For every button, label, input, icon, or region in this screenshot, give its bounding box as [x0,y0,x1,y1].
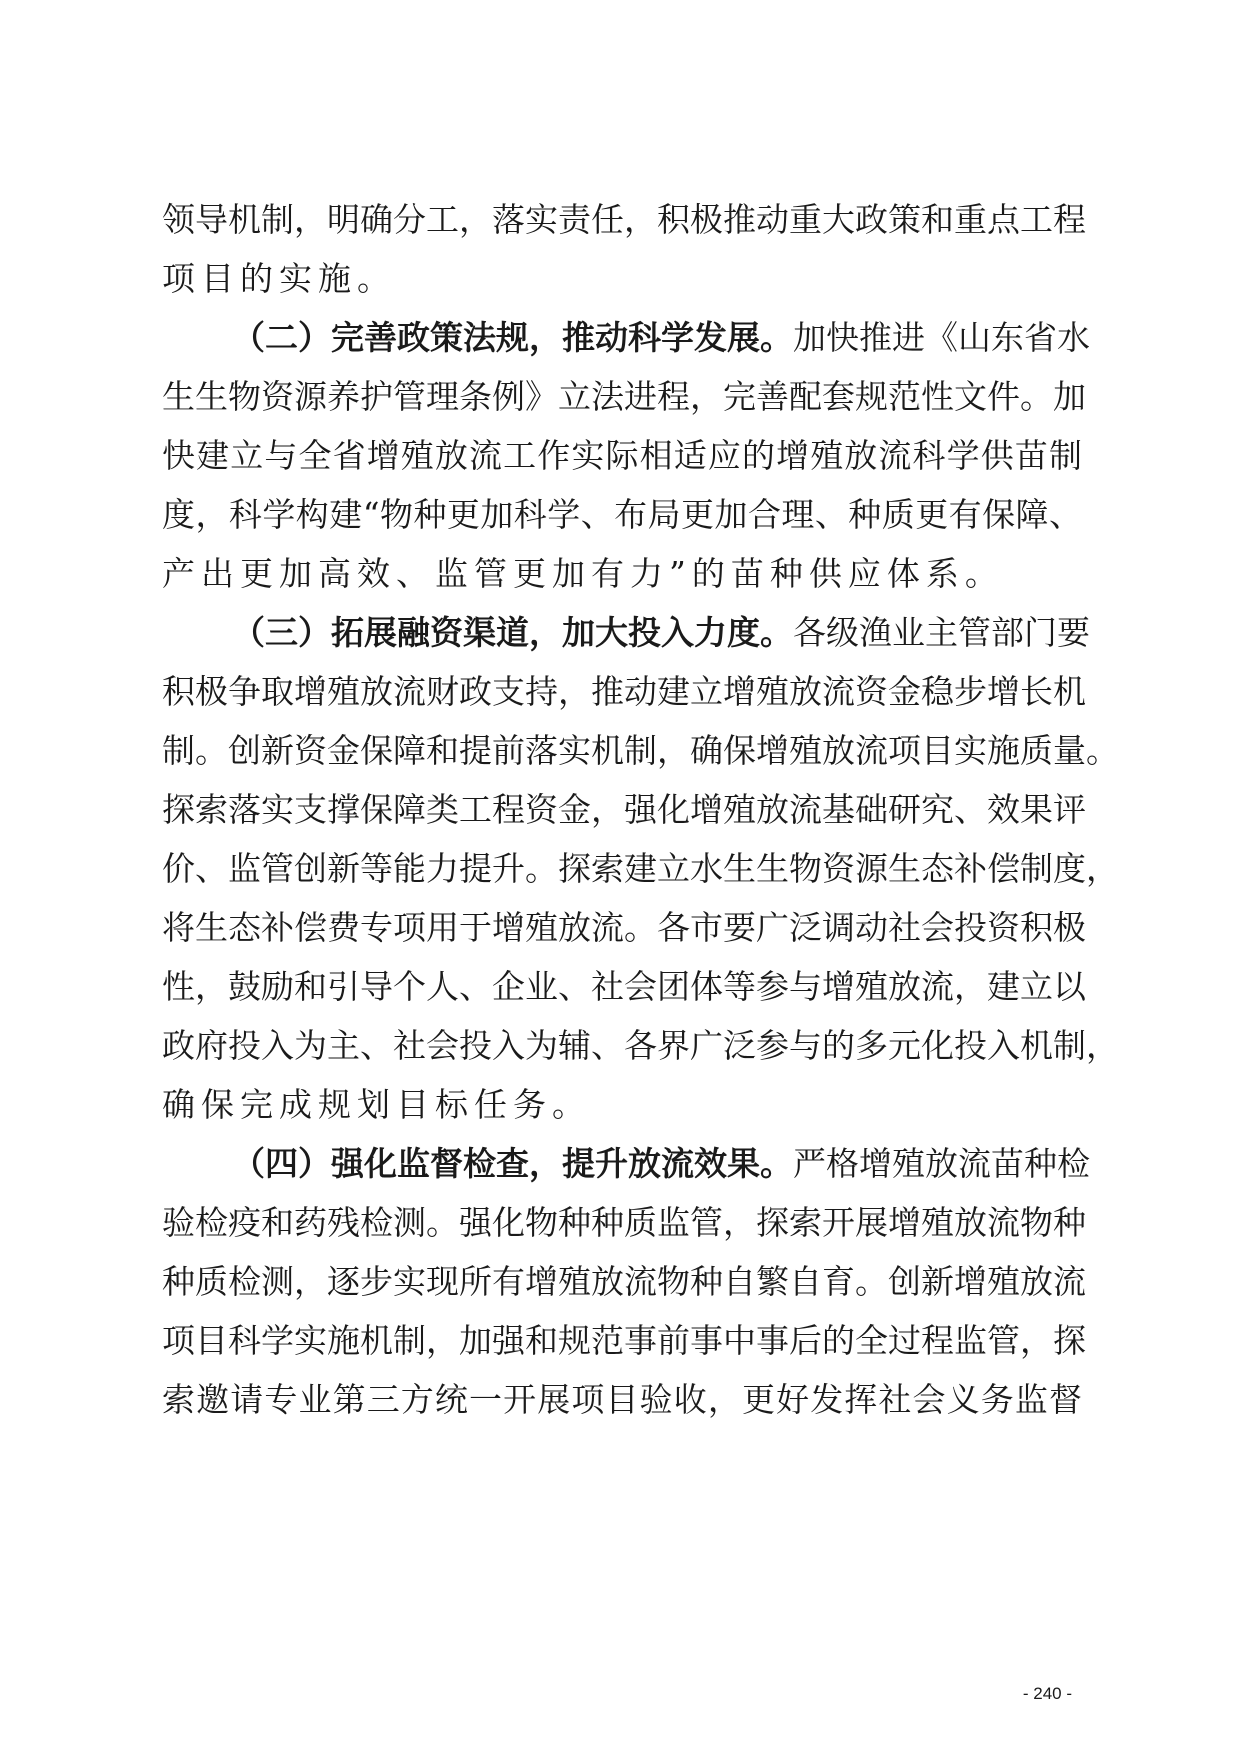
section-4-heading: （四）强化监督检查，提升放流效果。 [232,1144,793,1183]
section-4-first-line-text: 严格增殖放流苗种检 [793,1144,1090,1183]
section-2-heading: （二）完善政策法规，推动科学发展。 [232,318,793,357]
section-4-line-2: 验检疫和药残检测。强化物种种质监管，探索开展增殖放流物种 [162,1203,1086,1242]
section-2-first-line-text: 加快推进《山东省水 [793,318,1090,357]
section-4-line-5: 索邀请专业第三方统一开展项目验收，更好发挥社会义务监督 [162,1380,1082,1419]
section-4-first-line [232,1144,1090,1184]
section-3-line-4: 探索落实支撑保障类工程资金，强化增殖放流基础研究、效果评 [162,790,1086,829]
section-3-line-9: 确保完成规划目标任务。 [162,1085,591,1124]
section-3-heading: （三）拓展融资渠道，加大投入力度。 [232,613,793,652]
section-3-line-2: 积极争取增殖放流财政支持，推动建立增殖放流资金稳步增长机 [162,672,1086,711]
section-3-first-line [232,613,1090,653]
section-3-line-5: 价、监管创新等能力提升。探索建立水生生物资源生态补偿制度， [162,849,1119,888]
section-3-first-line-text: 各级渔业主管部门要 [793,613,1090,652]
section-2-line-3: 快建立与全省增殖放流工作实际相适应的增殖放流科学供苗制 [162,436,1082,475]
section-2-line-5: 产出更加高效、监管更加有力”的苗种供应体系。 [162,554,1004,593]
section-2-line-4: 度，科学构建“物种更加科学、布局更加合理、种质更有保障、 [162,495,1082,534]
section-4-line-4: 项目科学实施机制，加强和规范事前事中事后的全过程监管，探 [162,1321,1086,1360]
section-2-line-2: 生生物资源养护管理条例》立法进程，完善配套规范性文件。加 [162,377,1086,416]
intro-line-1: 领导机制，明确分工，落实责任，积极推动重大政策和重点工程 [162,200,1086,239]
section-3-line-8: 政府投入为主、社会投入为辅、各界广泛参与的多元化投入机制， [162,1026,1119,1065]
section-3-line-6: 将生态补偿费专项用于增殖放流。各市要广泛调动社会投资积极 [162,908,1086,947]
section-3-line-7: 性，鼓励和引导个人、企业、社会团体等参与增殖放流，建立以 [162,967,1086,1006]
page-number: - 240 - [1022,1684,1072,1703]
intro-line-2: 项目的实施。 [162,259,396,298]
section-2-first-line [232,318,1090,358]
section-3-line-3: 制。创新资金保障和提前落实机制，确保增殖放流项目实施质量。 [162,731,1119,770]
section-4-line-3: 种质检测，逐步实现所有增殖放流物种自繁自育。创新增殖放流 [162,1262,1086,1301]
